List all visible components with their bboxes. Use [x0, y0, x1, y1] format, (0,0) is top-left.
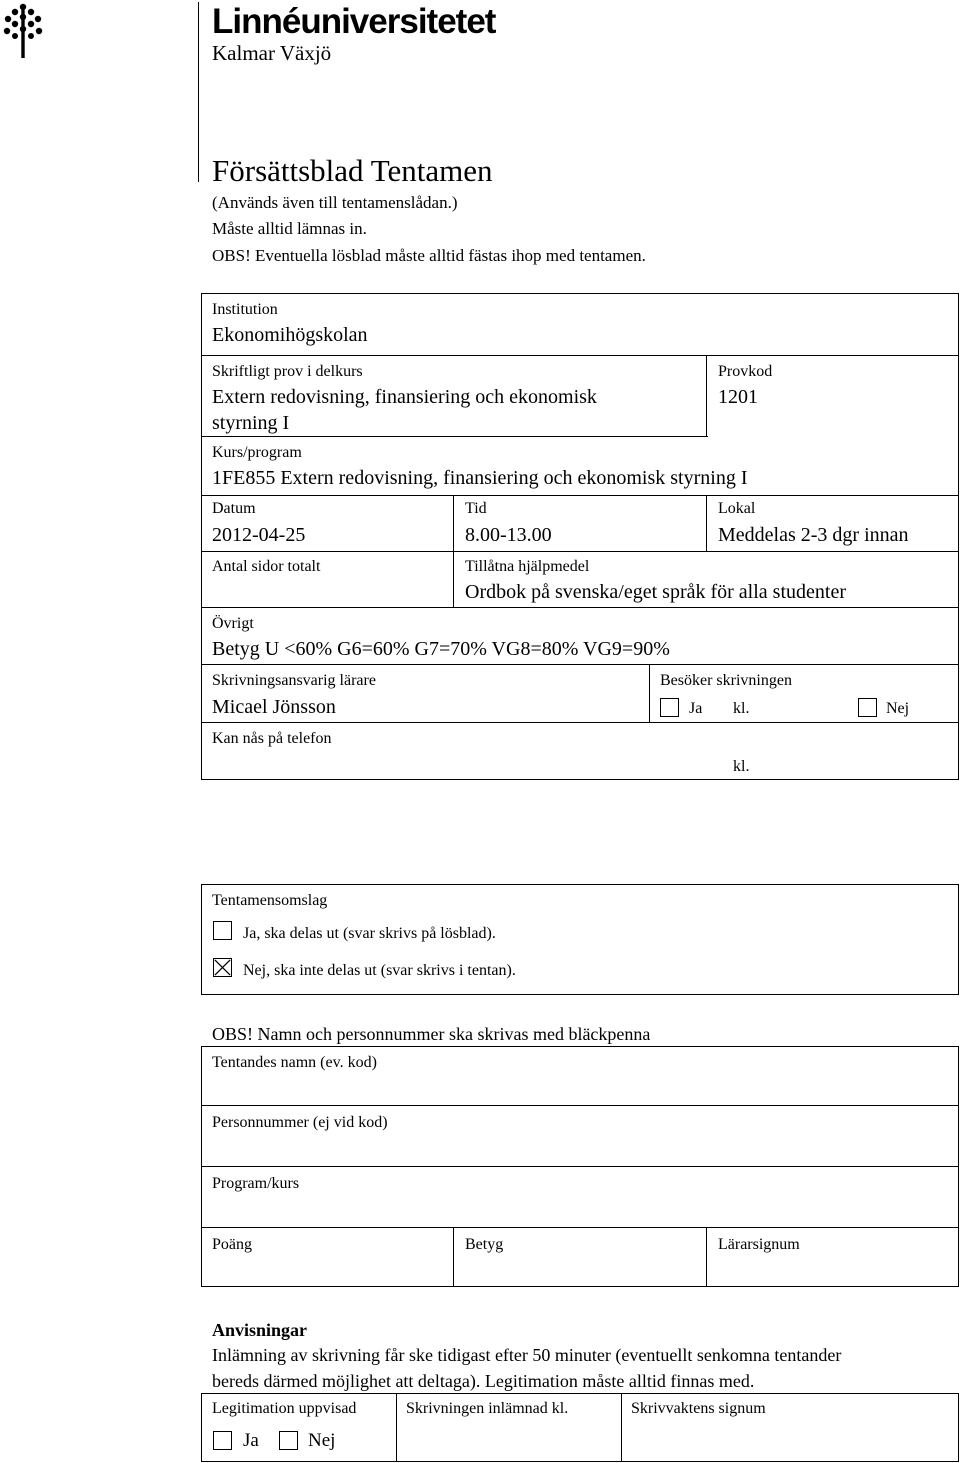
header-divider [198, 2, 199, 182]
lararsignum-field[interactable]: Lärarsignum [718, 1236, 800, 1253]
delkurs-label: Skriftligt prov i delkurs [212, 363, 363, 380]
besoker-nej-label: Nej [886, 700, 910, 717]
checked-x-icon [214, 959, 231, 976]
omslag-nej-checkbox[interactable] [213, 958, 232, 977]
namn-field[interactable]: Tentandes namn (ev. kod) [212, 1054, 377, 1071]
datum-value: 2012-04-25 [212, 524, 306, 546]
institution-label: Institution [212, 301, 278, 318]
betyg-field[interactable]: Betyg [465, 1236, 504, 1253]
besoker-ja-checkbox[interactable] [660, 698, 679, 717]
logo-subtitle: Kalmar Växjö [212, 41, 332, 65]
telefon-label: Kan nås på telefon [212, 730, 332, 747]
obs-ink-note: OBS! Namn och personnummer ska skrivas med bläckpenna [212, 1024, 651, 1044]
legitimation-nej-label: Nej [308, 1430, 336, 1451]
ovrigt-value: Betyg U <60% G6=60% G7=70% VG8=80% VG9=90% [212, 638, 670, 660]
provkod-value: 1201 [718, 386, 758, 408]
note-line-2: Måste alltid lämnas in. [212, 219, 367, 238]
hjalpmedel-label: Tillåtna hjälpmedel [465, 558, 590, 575]
note-line-3: OBS! Eventuella lösblad måste alltid fästas ihop med tentamen. [212, 246, 646, 265]
legitimation-label: Legitimation uppvisad [212, 1400, 357, 1417]
larare-value: Micael Jönsson [212, 696, 336, 718]
legitimation-ja-checkbox[interactable] [213, 1431, 232, 1450]
besoker-ja-label: Ja [689, 700, 703, 717]
lokal-value: Meddelas 2-3 dgr innan [718, 524, 909, 546]
anvisningar-heading: Anvisningar [212, 1320, 308, 1340]
delkurs-value-line-1: Extern redovisning, finansiering och ekonomisk [212, 386, 597, 408]
inlamnad-label: Skrivningen inlämnad kl. [406, 1400, 569, 1417]
lokal-label: Lokal [718, 500, 756, 517]
delkurs-value-line-2: styrning I [212, 412, 290, 434]
legitimation-nej-checkbox[interactable] [279, 1431, 298, 1450]
omslag-nej-label: Nej, ska inte delas ut (svar skrivs i tentan). [243, 962, 516, 979]
larare-label: Skrivningsansvarig lärare [212, 672, 376, 689]
poang-field[interactable]: Poäng [212, 1236, 252, 1253]
note-line-1: (Används även till tentamenslådan.) [212, 193, 458, 212]
omslag-ja-checkbox[interactable] [213, 921, 232, 940]
personnummer-field[interactable]: Personnummer (ej vid kod) [212, 1114, 388, 1131]
anvisningar-line-2: bereds därmed möjlighet att deltaga). Legitimation måste alltid finnas med. [212, 1371, 755, 1391]
page-title: Försättsblad Tentamen [212, 153, 493, 188]
logo-name: Linnéuniversitetet [212, 2, 496, 41]
besoker-label: Besöker skrivningen [660, 672, 792, 689]
besoker-nej-checkbox[interactable] [858, 698, 877, 717]
anvisningar-line-1: Inlämning av skrivning får ske tidigast efter 50 minuter (eventuellt senkomna tentander [212, 1345, 842, 1365]
omslag-label: Tentamensomslag [212, 892, 328, 909]
tid-label: Tid [465, 500, 487, 517]
institution-value: Ekonomihögskolan [212, 324, 368, 346]
kurs-label: Kurs/program [212, 444, 302, 461]
omslag-ja-label: Ja, ska delas ut (svar skrivs på lösblad). [243, 925, 496, 942]
hjalpmedel-value: Ordbok på svenska/eget språk för alla studenter [465, 581, 846, 603]
legitimation-ja-label: Ja [243, 1430, 259, 1451]
kurs-value: 1FE855 Extern redovisning, finansiering och ekonomisk styrning I [212, 467, 748, 489]
program-field[interactable]: Program/kurs [212, 1175, 300, 1192]
tid-value: 8.00-13.00 [465, 524, 552, 546]
besoker-kl-label: kl. [733, 700, 750, 717]
ovrigt-label: Övrigt [212, 615, 254, 632]
antal-sidor-label: Antal sidor totalt [212, 558, 321, 575]
tree-logo-icon [2, 2, 44, 58]
besoker-kl2-label: kl. [733, 758, 750, 775]
provkod-label: Provkod [718, 363, 773, 380]
datum-label: Datum [212, 500, 256, 517]
signum-label: Skrivvaktens signum [631, 1400, 766, 1417]
